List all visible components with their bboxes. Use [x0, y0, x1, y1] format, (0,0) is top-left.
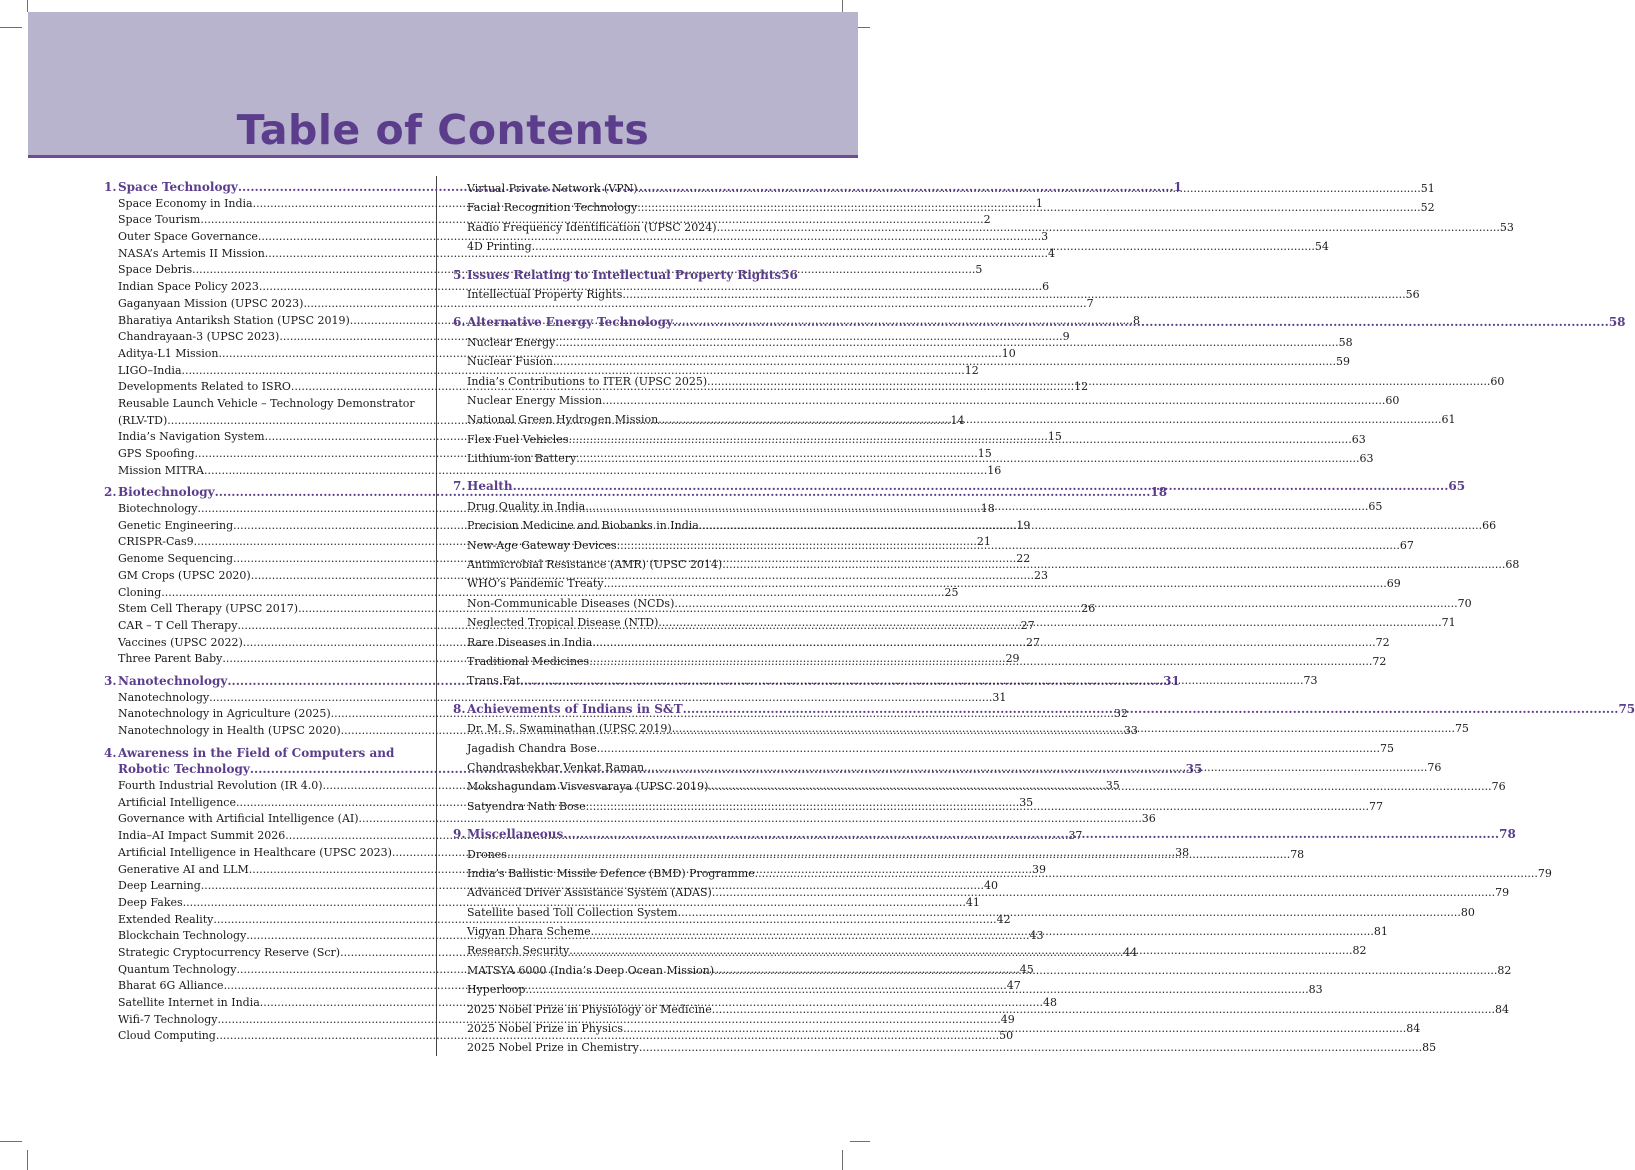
toc-entry-page: 60	[1385, 393, 1400, 407]
toc-entry-page: 75	[1379, 741, 1394, 755]
toc-continued-entries	[453, 179, 1514, 257]
header-rule	[28, 155, 858, 158]
dot-leader	[678, 903, 1461, 922]
toc-entry-title: India–AI Impact Summit 2026	[118, 829, 286, 843]
toc-entry-title: Fourth Industrial Revolution (IR 4.0)	[118, 779, 323, 793]
section-number: 5.	[453, 267, 466, 282]
toc-entry-title: Satellite based Toll Collection System	[467, 905, 678, 919]
toc-entry-title: Jagadish Chandra Bose	[467, 741, 597, 755]
toc-entry-page: 47	[1006, 979, 1021, 993]
toc-entry-title: Rare Diseases in India	[467, 635, 593, 649]
dot-leader	[658, 410, 1441, 429]
dot-leader	[658, 613, 1441, 632]
dot-leader	[589, 652, 1372, 671]
toc-entry[interactable]	[453, 218, 1514, 237]
section-title: Achievements of Indians in S&T	[467, 701, 683, 716]
dot-leader	[569, 941, 1352, 960]
toc-entry[interactable]	[453, 391, 1400, 410]
dot-leader	[722, 555, 1505, 574]
section-page: 56	[781, 267, 798, 282]
toc-entry-page: 72	[1375, 635, 1390, 649]
toc-entry-page: 75	[1454, 722, 1469, 736]
dot-leader	[623, 1019, 1406, 1038]
toc-entry-title: Quantum Technology	[118, 962, 237, 976]
toc-entry-page: 78	[1290, 847, 1305, 861]
toc-entry-page: 70	[1457, 596, 1472, 610]
toc-entry-title: Mokshagundam Visvesvaraya (UPSC 2019)	[467, 780, 709, 794]
dot-leader	[507, 845, 1290, 864]
crop-mark	[0, 27, 22, 28]
toc-entry-title: 2025 Nobel Prize in Physics	[467, 1022, 624, 1036]
dot-leader	[674, 594, 1457, 613]
section-page: 1	[1173, 180, 1182, 194]
toc-entry-title: GM Crops (UPSC 2020)	[118, 568, 251, 582]
toc-entry-title: (RLV-TD)	[118, 413, 168, 427]
toc-entry-page: 29	[1005, 652, 1020, 666]
toc-entry-title: Nuclear Energy	[467, 335, 556, 349]
toc-entry-page: 51	[1420, 182, 1435, 195]
toc-entry-page: 42	[996, 912, 1011, 926]
toc-entry-title: Artificial Intelligence in Healthcare (UPSC 2023)	[118, 845, 392, 859]
toc-entry-page: 18	[980, 502, 995, 516]
toc-entry-page: 9	[1062, 330, 1070, 344]
toc-entry-title: WHO’s Pandemic Treaty	[467, 577, 604, 591]
toc-entry-title: Aditya-L1 Mission	[118, 346, 219, 360]
dot-leader	[586, 797, 1369, 816]
dot-leader	[568, 430, 1351, 449]
dot-leader	[585, 497, 1368, 516]
crop-mark	[0, 1141, 22, 1142]
section-page: 31	[1163, 673, 1180, 688]
toc-entry[interactable]	[104, 690, 1007, 707]
toc-entry-page: 61	[1441, 413, 1456, 427]
dot-leader	[555, 333, 1338, 352]
dot-leader	[638, 179, 1421, 198]
toc-entry-title: Genetic Engineering	[118, 518, 234, 532]
toc-entry-title: Genome Sequencing	[118, 552, 234, 566]
toc-entry-title: Cloning	[118, 585, 162, 599]
toc-entry-page: 16	[987, 463, 1002, 477]
toc-entry[interactable]	[104, 811, 1156, 828]
toc-entry-title: Blockchain Technology	[118, 929, 247, 943]
toc-entry-page: 4	[1048, 246, 1056, 260]
toc-entry-title: Vaccines (UPSC 2022)	[118, 635, 243, 649]
section-title-line: Awareness in the Field of Computers and	[118, 745, 395, 760]
toc-entry-title: Virtual Private Network (VPN)	[467, 182, 638, 195]
toc-entry-title: Three Parent Baby	[118, 652, 223, 666]
toc-entry-title: Extended Reality	[118, 912, 214, 926]
toc-entry-title: Nanotechnology in Agriculture (2025)	[118, 707, 331, 721]
toc-entry-page: 1	[1035, 196, 1043, 210]
toc-entry-title: Bharatiya Antariksh Station (UPSC 2019)	[118, 313, 350, 327]
section-title: Miscellaneous	[467, 827, 564, 842]
toc-entry-title-line: Reusable Launch Vehicle – Technology Demonstrator	[118, 396, 415, 410]
toc-entry-page: 60	[1490, 374, 1505, 388]
toc-entry-page: 31	[992, 690, 1007, 704]
toc-entry-page: 59	[1336, 355, 1351, 369]
toc-entry-title: Biotechnology	[118, 502, 198, 516]
section-number: 3.	[104, 673, 117, 688]
toc-entry-page: 58	[1338, 335, 1353, 349]
toc-entry-page: 48	[1043, 996, 1058, 1009]
toc-entry-title: Precision Medicine and Biobanks in India	[467, 519, 699, 533]
dot-leader	[755, 864, 1538, 883]
toc-entry-title: Flex Fuel Vehicles	[467, 432, 569, 446]
toc-entry[interactable]	[104, 585, 959, 602]
toc-entry-page: 66	[1482, 519, 1497, 533]
toc-entry-page: 14	[950, 413, 965, 427]
section-number: 4.	[104, 745, 117, 760]
dot-leader	[563, 825, 1499, 844]
toc-entry-title: Trans Fat	[467, 674, 521, 688]
toc-entry-page: 68	[1505, 558, 1520, 572]
dot-leader	[683, 700, 1619, 719]
toc-entry-title: Intellectual Property Rights	[467, 287, 623, 301]
toc-entry-title: Vigyan Dhara Scheme	[467, 925, 591, 939]
section-title: Health	[467, 479, 513, 494]
toc-entry-page: 72	[1372, 654, 1387, 668]
toc-entry-page: 77	[1368, 799, 1383, 813]
toc-entry-page: 80	[1460, 905, 1475, 919]
section-title: Issues Relating to Intellectual Property Rights	[467, 267, 782, 282]
section-number: 1.	[104, 180, 117, 194]
section-title: Space Technology	[118, 180, 238, 194]
toc-entry-title: Deep Learning	[118, 879, 201, 893]
toc-entry-title: Wifi-7 Technology	[118, 1012, 218, 1026]
toc-entry[interactable]	[104, 463, 1002, 480]
toc-entry-title: Artificial Intelligence	[118, 795, 236, 809]
dot-leader	[602, 391, 1385, 410]
dot-leader	[520, 671, 1303, 690]
dot-leader	[673, 313, 1609, 332]
toc-entry-page: 27	[1026, 635, 1040, 649]
toc-entry-page: 7	[1086, 296, 1094, 310]
toc-entry-page: 71	[1441, 616, 1456, 630]
toc-section-heading[interactable]	[453, 266, 798, 285]
toc-entry-title: LIGO–India	[118, 363, 182, 377]
section-number: 9.	[453, 827, 466, 842]
toc-entry-title: Governance with Artificial Intelligence (AI)	[118, 812, 359, 826]
toc-entry-page: 10	[1001, 346, 1016, 360]
toc-entry-page: 52	[1420, 201, 1435, 215]
toc-entry-page: 21	[976, 535, 991, 549]
section-number: 8.	[453, 701, 466, 716]
toc-entry-page: 69	[1386, 577, 1401, 591]
toc-entry-title: Gaganyaan Mission (UPSC 2023)	[118, 296, 304, 310]
toc-entry-page: 56	[1405, 287, 1420, 301]
toc-entry-title: Antimicrobial Resistance (AMR) (UPSC 2014)	[467, 558, 723, 572]
toc-entry-page: 79	[1537, 866, 1552, 880]
toc-entry-title: Generative AI and LLM	[118, 862, 249, 876]
toc-entry-title: CRISPR-Cas9	[118, 535, 194, 549]
toc-entry-page: 82	[1497, 963, 1512, 977]
toc-entry-page: 65	[1368, 499, 1383, 513]
toc-entry-page: 12	[1074, 380, 1089, 394]
toc-entry-title: Lithium-ion Battery	[467, 452, 577, 466]
toc-entry-page: 6	[1042, 280, 1050, 294]
toc-entry-title: 2025 Nobel Prize in Physiology or Medicine	[467, 1002, 712, 1016]
toc-entry-page: 76	[1427, 760, 1442, 774]
dot-leader	[604, 574, 1387, 593]
toc-entry-page: 81	[1373, 925, 1388, 939]
dot-leader	[707, 372, 1490, 391]
toc-entry-page: 83	[1308, 983, 1323, 997]
toc-entry-page: 67	[1399, 538, 1414, 552]
toc-entry-page: 54	[1314, 240, 1329, 254]
toc-entry-title: Satyendra Nath Bose	[467, 799, 586, 813]
toc-entry-page: 2	[983, 213, 991, 227]
dot-leader	[617, 536, 1400, 555]
toc-entry-page: 15	[977, 447, 992, 460]
toc-entry-page: 73	[1303, 674, 1318, 688]
section-title: Biotechnology	[118, 485, 215, 500]
section-page: 65	[1448, 479, 1466, 494]
toc-entry-page: 43	[1029, 929, 1044, 943]
toc-entry[interactable]	[453, 237, 1329, 256]
toc-entry-page: 12	[964, 363, 979, 377]
page-title: Table of Contents	[236, 106, 650, 154]
toc-entry-page: 85	[1422, 1041, 1437, 1055]
toc-entry-title: Strategic Cryptocurrency Reserve (Scr)	[118, 945, 341, 959]
dot-leader	[714, 961, 1497, 980]
toc-section-heading[interactable]	[453, 313, 1626, 332]
section-title: Nanotechnology	[118, 673, 228, 688]
toc-entry-title: Hyperloop	[467, 983, 526, 997]
toc-entry[interactable]	[453, 285, 1420, 304]
crop-mark	[27, 0, 28, 12]
toc-entry-page: 15	[1047, 430, 1062, 444]
toc-entry-title: Space Tourism	[118, 213, 201, 227]
section-number: 6.	[453, 315, 466, 330]
toc-entry-title: Radio Frequency Identification (UPSC 2024)	[467, 220, 717, 234]
toc-entry-title: Stem Cell Therapy (UPSC 2017)	[118, 602, 299, 616]
crop-mark	[842, 1150, 843, 1170]
toc-entry-title: 2025 Nobel Prize in Chemistry	[467, 1041, 639, 1055]
toc-entry-title: Drones	[467, 847, 507, 861]
dot-leader	[576, 449, 1359, 468]
toc-entry-title: Space Debris	[118, 263, 193, 277]
toc-entry-page: 45	[1019, 962, 1034, 976]
toc-entry-page: 5	[975, 263, 983, 277]
toc-entry-page: 22	[1016, 552, 1031, 566]
toc-entry-page: 35	[1019, 795, 1034, 809]
toc-entry-page: 76	[1491, 780, 1506, 794]
toc-entry-title: Mission MITRA	[118, 463, 204, 477]
dot-leader	[699, 516, 1482, 535]
toc-entry-page: 35	[1105, 779, 1120, 793]
dot-leader	[532, 237, 1315, 256]
toc-entry-title: New-Age Gateway Devices	[467, 538, 617, 552]
toc-entry-title: Nanotechnology in Health (UPSC 2020)	[118, 724, 341, 737]
toc-entry[interactable]	[453, 198, 1435, 217]
toc-entry-page: 33	[1123, 724, 1138, 737]
toc-entry-page: 39	[1031, 862, 1046, 876]
toc-entry-page: 49	[1000, 1012, 1015, 1026]
toc-entry-page: 38	[1175, 845, 1190, 859]
toc-entry-page: 44	[1123, 945, 1138, 959]
crop-mark	[27, 1150, 28, 1170]
toc-entry-title: National Green Hydrogen Mission	[467, 413, 659, 427]
crop-mark	[850, 1141, 870, 1142]
dot-leader	[637, 198, 1420, 217]
toc-entry-title: India’s Contributions to ITER (UPSC 2025)	[467, 374, 708, 388]
dot-leader	[712, 1000, 1495, 1019]
toc-entry-page: 63	[1351, 432, 1366, 446]
dot-leader	[639, 1038, 1422, 1057]
toc-entry-page: 41	[965, 895, 980, 909]
toc-entry[interactable]	[453, 739, 1394, 758]
toc-entry[interactable]	[104, 296, 1094, 313]
toc-entry-page: 3	[1041, 230, 1049, 244]
dot-leader	[592, 633, 1375, 652]
toc-entry-title: CAR – T Cell Therapy	[118, 618, 238, 632]
toc-entry-title: Research Security	[467, 944, 570, 958]
section-page: 58	[1608, 315, 1626, 330]
dot-leader	[525, 980, 1308, 999]
toc-entry-title: MATSYA 6000 (India’s Deep Ocean Mission)	[467, 963, 715, 977]
toc-entry-title: Traditional Medicines	[467, 654, 590, 668]
dot-leader	[591, 922, 1374, 941]
toc-entry-title: GPS Spoofing	[118, 447, 195, 460]
toc-entry-page: 84	[1494, 1002, 1509, 1016]
toc-entry-title: Outer Space Governance	[118, 230, 258, 244]
section-title: Alternative Energy Technology	[467, 315, 673, 330]
toc-section-heading[interactable]	[104, 745, 429, 762]
toc-entry-title: Developments Related to ISRO	[118, 380, 291, 394]
toc-entry-title: Satellite Internet in India	[118, 996, 260, 1009]
section-page: 75	[1618, 701, 1635, 716]
toc-entry-page: 8	[1133, 313, 1141, 327]
toc-entry-page: 40	[983, 879, 998, 893]
toc-entry[interactable]	[453, 1038, 1437, 1057]
dot-leader	[553, 352, 1336, 371]
toc-entry-page: 50	[999, 1029, 1014, 1043]
crop-mark	[842, 0, 843, 12]
toc-entry-page: 79	[1495, 886, 1510, 900]
toc-entry-title: Space Economy in India	[118, 196, 253, 210]
section-number: 7.	[453, 479, 466, 494]
toc-entry-title: Neglected Tropical Disease (NTD)	[467, 616, 659, 630]
toc-entry-title: Deep Fakes	[118, 895, 183, 909]
dot-leader	[712, 883, 1495, 902]
toc-entry-title: India’s Navigation System	[118, 430, 265, 444]
toc-entry-page: 27	[1020, 618, 1035, 632]
dot-leader	[717, 218, 1500, 237]
toc-entry-page: 32	[1113, 707, 1128, 721]
section-page: 18	[1150, 485, 1168, 500]
toc-entry-title: Cloud Computing	[118, 1029, 216, 1043]
toc-entry[interactable]	[453, 179, 1435, 198]
toc-entry[interactable]	[453, 333, 1353, 352]
toc-entry-title: Bharat 6G Alliance	[118, 979, 224, 993]
toc-entry-title: Drug Quality in India	[467, 499, 586, 513]
toc-entry-title: India’s Ballistic Missile Defence (BMD) Programme	[467, 866, 755, 880]
toc-entry-title: Chandrashekhar Venkat Raman	[467, 760, 645, 774]
toc-entry-title: Dr. M. S. Swaminathan (UPSC 2019)	[467, 722, 672, 736]
dot-leader	[672, 719, 1455, 738]
toc-entry-title: Non-Communicable Diseases (NCDs)	[467, 596, 675, 610]
section-page: 78	[1499, 827, 1516, 842]
toc-entry-title: 4D Printing	[467, 240, 532, 254]
dot-leader	[644, 758, 1427, 777]
toc-entry-page: 19	[1016, 518, 1031, 532]
toc-entry-title: Advanced Driver Assistance System (ADAS)	[467, 886, 712, 900]
toc-entry-title: Facial Recognition Technology	[467, 201, 638, 215]
toc-entry-title: Indian Space Policy 2023	[118, 280, 259, 294]
toc-entry-page: 36	[1141, 812, 1156, 826]
toc-entry-page: 84	[1406, 1022, 1421, 1036]
toc-entry-page: 26	[1081, 602, 1096, 616]
dot-leader	[597, 739, 1380, 758]
toc-entry-title: Nuclear Fusion	[467, 355, 553, 369]
dot-leader	[708, 777, 1491, 796]
toc-entry-page: 53	[1499, 220, 1514, 234]
toc-section	[453, 266, 1420, 305]
toc-entry-title: Chandrayaan-3 (UPSC 2023)	[118, 330, 280, 344]
toc-entry-title: NASA’s Artemis II Mission	[118, 246, 265, 260]
toc-entry-page: 25	[944, 585, 959, 599]
section-page: 35	[1185, 762, 1203, 777]
toc-entry-page: 63	[1359, 452, 1374, 466]
toc-entry-page: 23	[1033, 568, 1048, 582]
toc-entry[interactable]	[104, 229, 1049, 246]
toc-entry-title: Nuclear Energy Mission	[467, 393, 603, 407]
toc-entry-page: 82	[1352, 944, 1367, 958]
toc-entry-title: Nanotechnology	[118, 690, 210, 704]
section-title: Robotic Technology	[118, 762, 250, 777]
dot-leader	[513, 477, 1449, 496]
toc-entry[interactable]	[104, 363, 979, 380]
dot-leader	[622, 285, 1405, 304]
toc-entry-page: 37	[1068, 829, 1083, 843]
section-number: 2.	[104, 485, 117, 500]
